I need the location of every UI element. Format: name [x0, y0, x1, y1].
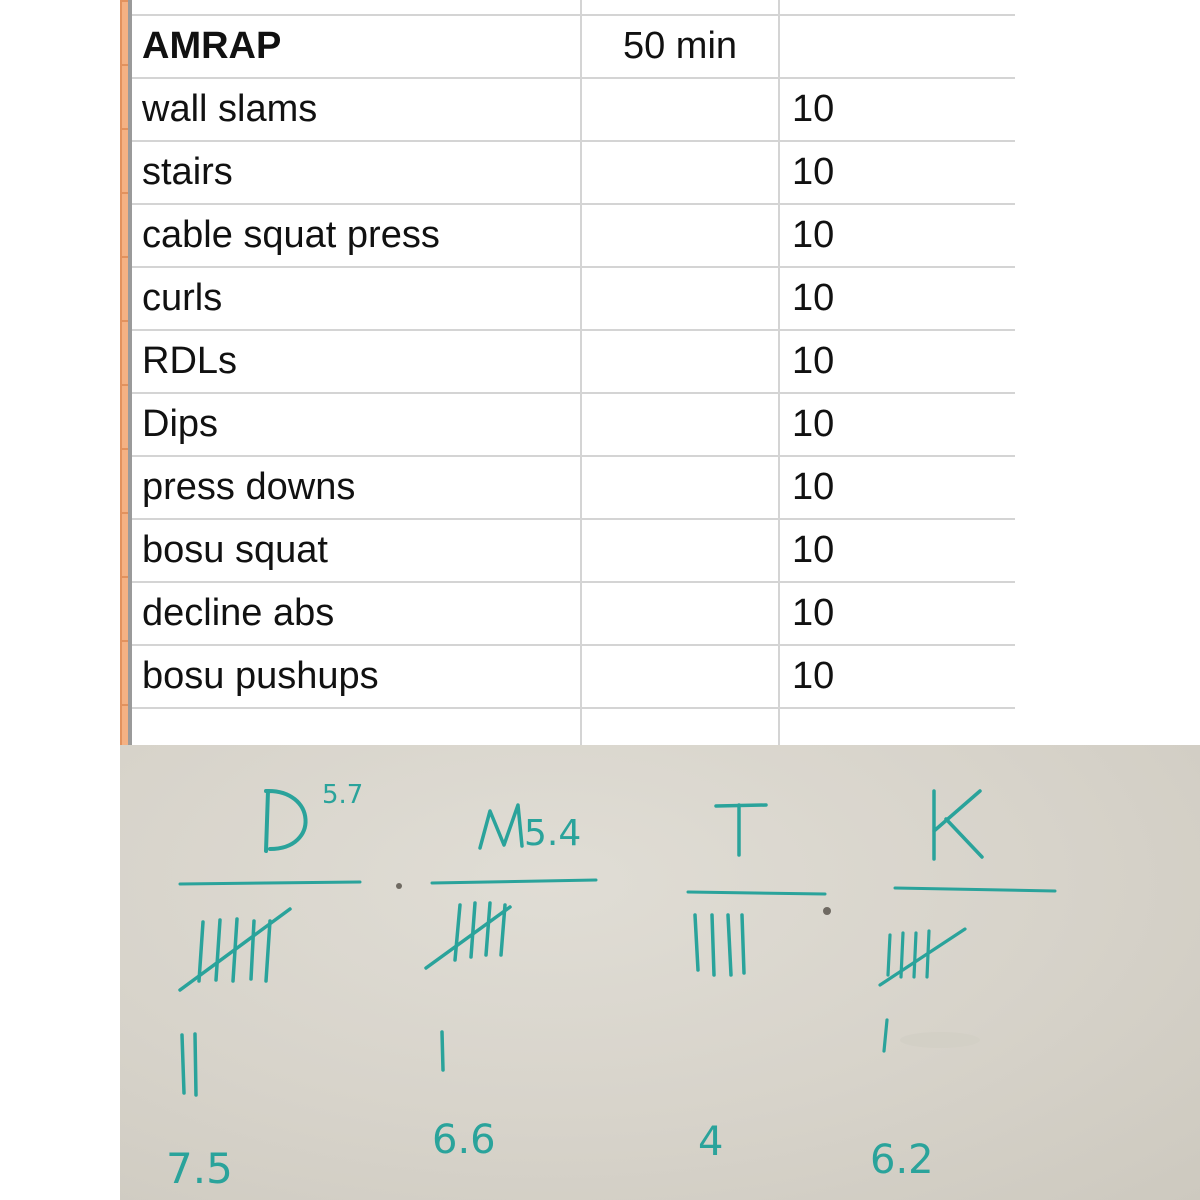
empty-cell[interactable]	[581, 204, 779, 267]
player-d-column	[166, 780, 363, 1193]
amrap-label[interactable]: AMRAP	[129, 15, 581, 78]
table-row	[129, 330, 1015, 393]
empty-cell[interactable]	[581, 330, 779, 393]
underline	[432, 880, 596, 883]
reps-cell[interactable]: 10	[779, 519, 1015, 582]
whiteboard-photo	[120, 745, 1200, 1200]
tally-marks	[695, 915, 744, 975]
initial-d	[266, 791, 306, 851]
table-row-partial	[129, 708, 1015, 745]
initial-k	[934, 791, 982, 859]
row-header-divider	[128, 0, 132, 745]
table-row	[129, 519, 1015, 582]
tally-marks	[426, 903, 510, 1070]
duration-cell[interactable]: 50 min	[581, 15, 779, 78]
exercise-name[interactable]: stairs	[129, 141, 581, 204]
table-row	[129, 78, 1015, 141]
reps-cell[interactable]: 10	[779, 582, 1015, 645]
reps-cell[interactable]: 10	[779, 330, 1015, 393]
reps-cell[interactable]: 10	[779, 78, 1015, 141]
exercise-name[interactable]: cable squat press	[129, 204, 581, 267]
empty-cell[interactable]	[581, 582, 779, 645]
player-m-column	[426, 805, 596, 1163]
reps-cell[interactable]: 10	[779, 393, 1015, 456]
player-t-score: 4	[698, 1119, 724, 1165]
table-row	[129, 582, 1015, 645]
table-row-partial	[129, 0, 1015, 15]
exercise-name[interactable]: wall slams	[129, 78, 581, 141]
underline	[895, 888, 1055, 891]
initial-t	[716, 805, 766, 806]
screw-hole	[396, 883, 402, 889]
reps-cell[interactable]: 10	[779, 141, 1015, 204]
table-row	[129, 645, 1015, 708]
player-d-superscript: 5.7	[322, 780, 364, 810]
header-reps-cell[interactable]	[779, 15, 1015, 78]
spreadsheet-screenshot	[120, 0, 1015, 745]
player-k-score: 6.2	[870, 1137, 934, 1183]
underline	[688, 892, 825, 894]
exercise-name[interactable]: RDLs	[129, 330, 581, 393]
empty-cell[interactable]	[581, 393, 779, 456]
empty-cell[interactable]	[581, 519, 779, 582]
reps-cell[interactable]: 10	[779, 456, 1015, 519]
player-t-column	[688, 805, 825, 1165]
table-row	[129, 456, 1015, 519]
initial-m	[480, 805, 522, 848]
screw-hole	[823, 907, 831, 915]
player-m-superscript: 5.4	[524, 813, 582, 854]
table-row	[129, 204, 1015, 267]
exercise-name[interactable]: press downs	[129, 456, 581, 519]
table-row-header	[129, 15, 1015, 78]
whiteboard-drawing	[120, 745, 1200, 1200]
empty-cell[interactable]	[581, 141, 779, 204]
player-k-column	[870, 791, 1055, 1183]
player-d-score: 7.5	[166, 1144, 233, 1193]
reps-cell[interactable]: 10	[779, 267, 1015, 330]
exercise-name[interactable]: Dips	[129, 393, 581, 456]
smudge	[900, 1032, 980, 1048]
tally-marks	[180, 909, 290, 1095]
player-m-score: 6.6	[432, 1117, 496, 1163]
reps-cell[interactable]: 10	[779, 645, 1015, 708]
table-row	[129, 393, 1015, 456]
reps-cell[interactable]: 10	[779, 204, 1015, 267]
exercise-name[interactable]: curls	[129, 267, 581, 330]
empty-cell[interactable]	[581, 267, 779, 330]
underline	[180, 882, 360, 884]
table-row	[129, 267, 1015, 330]
exercise-name[interactable]: bosu pushups	[129, 645, 581, 708]
workout-table	[128, 0, 1015, 745]
empty-cell[interactable]	[581, 78, 779, 141]
empty-cell[interactable]	[581, 456, 779, 519]
table-row	[129, 141, 1015, 204]
empty-cell[interactable]	[581, 645, 779, 708]
exercise-name[interactable]: bosu squat	[129, 519, 581, 582]
exercise-name[interactable]: decline abs	[129, 582, 581, 645]
